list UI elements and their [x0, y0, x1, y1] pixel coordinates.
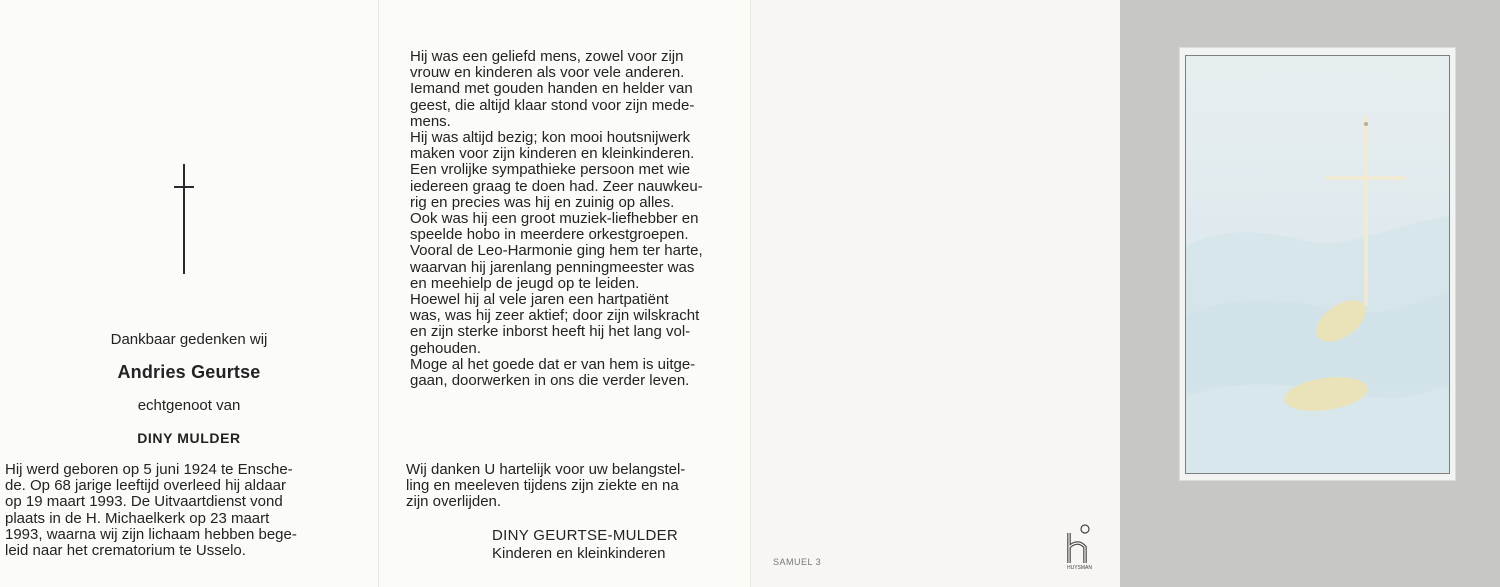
- picture-mat: [1179, 47, 1456, 481]
- back-panel: [751, 0, 1119, 587]
- deceased-name: Andries Geurtse: [117, 362, 261, 382]
- thanks-text: Wij danken U hartelijk voor uw belangstel- ling en meeleven tijdens zijn ziekte en na zijn overlijden.: [406, 461, 686, 511]
- birth-details: Hij werd geboren op 5 juni 1924 te Ensche- de. Op 68 jarige leeftijd overleed hij aldaar op 19 maart 1993. De Uitvaartdienst vond plaats in de H. Michaelkerk op 23 maart 1993, waarna wij zijn lichaam hebben bege- leid naar het crematorium te Usselo.: [5, 461, 297, 560]
- svg-text:HUYSMAN: HUYSMAN: [1067, 565, 1093, 571]
- cross-icon-bar: [174, 186, 194, 188]
- front-panel: [1120, 0, 1500, 587]
- spouse-name: DINY MULDER: [137, 430, 241, 446]
- publisher-logo: [1066, 523, 1096, 571]
- middle-panel: [379, 0, 751, 587]
- signature-family: Kinderen en kleinkinderen: [492, 545, 666, 562]
- intro-text: Dankbaar gedenken wij: [110, 331, 268, 348]
- cross-and-leaves-picture: [1185, 55, 1450, 474]
- card-code: SAMUEL 3: [773, 557, 822, 567]
- tribute-text: Hij was een geliefd mens, zowel voor zijn vrouw en kinderen als voor vele anderen. Iemand met gouden handen en helder van geest, die altijd klaar stond voor zijn mede- mens. Hij was altijd bezig; kon mooi houtsnijwerk maken voor zijn kinderen en kleinkinderen. Een vrolijke sympathieke persoon met wie iedereen graag te doen had. Zeer nauwkeu- rig en precies was hij en zuinig op alles. Ook was hij een groot muziek-liefhebber en speelde hobo in meerdere orkestgroepen. Vooral de Leo-Harmonie ging hem ter harte, waarvan hij jarenlang penningmeester was en meehielp de jeugd op te leiden. Hoewel hij al vele jaren een hartpatiënt was, was hij zeer aktief; door zijn wilskracht en zijn sterke inborst heeft hij het lang vol- gehouden. Moge al het goede dat er van hem is uitge- gaan, doorwerken in ons die verder leven.: [410, 48, 703, 390]
- signature-name: DINY GEURTSE-MULDER: [492, 527, 679, 544]
- spouse-label: echtgenoot van: [137, 397, 241, 414]
- left-panel: [0, 0, 379, 587]
- cross-icon: [183, 164, 185, 274]
